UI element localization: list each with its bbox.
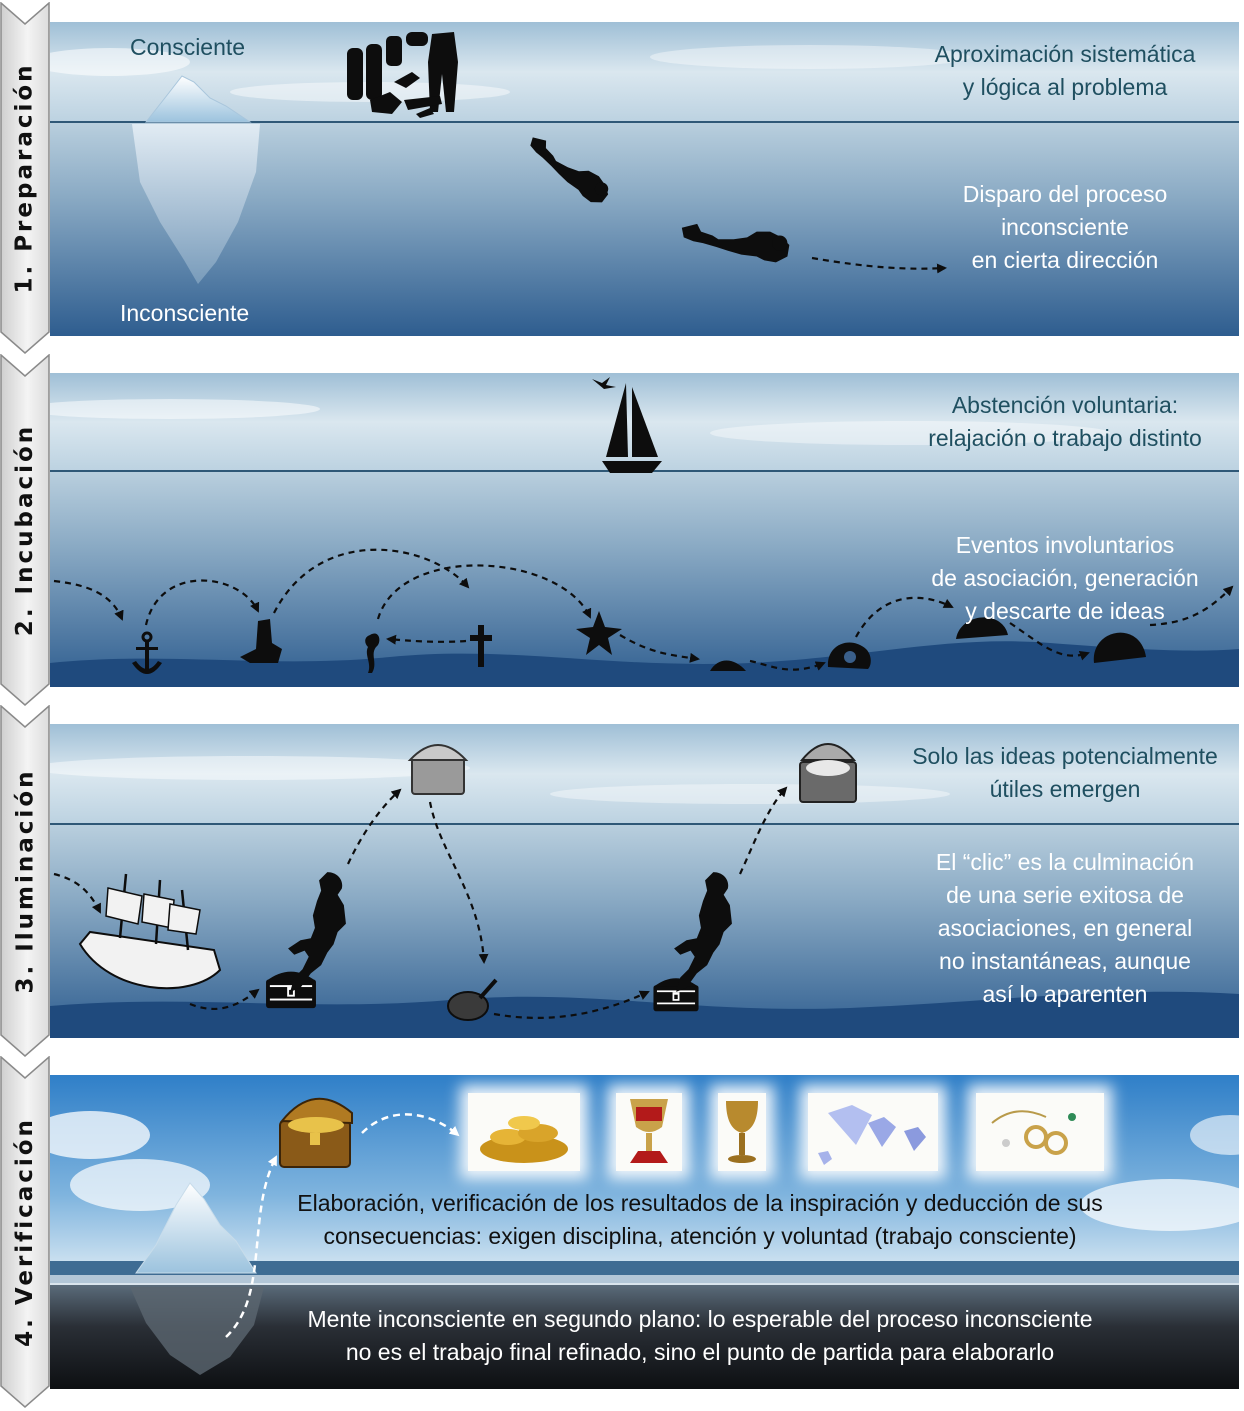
text-line: Disparo del proceso (962, 181, 1168, 207)
text-line: consecuencias: exigen disciplina, atención y voluntad (trabajo consciente) (323, 1223, 1077, 1249)
text-line: asociaciones, en general (937, 915, 1193, 941)
stage-label-4: 4. Verificación (12, 1117, 39, 1347)
jewelry-thumbnail (976, 1093, 1104, 1171)
text-line: útiles emergen (989, 776, 1141, 802)
chalice-thumbnail (616, 1093, 682, 1171)
gold-coins-icon (468, 1093, 580, 1171)
text-line: no es el trabajo final refinado, sino el punto de partida para elaborarlo (345, 1339, 1055, 1365)
text-line: Elaboración, verificación de los resultados de la inspiración y deducción de sus (297, 1190, 1103, 1216)
text-line: así lo aparenten (982, 981, 1148, 1007)
stage-label-3: 3. Iluminación (12, 768, 39, 994)
text-line: relajación o trabajo distinto (928, 425, 1202, 451)
stage-2-upper-text (890, 389, 1239, 455)
stage-panel-3 (50, 724, 1239, 1038)
unconscious-label: Inconsciente (120, 300, 250, 326)
goblet-thumbnail (718, 1093, 766, 1171)
jewelry-icon (976, 1093, 1104, 1171)
stage-1-lower-text (890, 178, 1239, 277)
text-line: Aproximación sistemática (934, 41, 1196, 67)
chalice-icon (616, 1093, 682, 1171)
text-line: Eventos involuntarios (955, 532, 1175, 558)
stage-label-1: 1. Preparación (12, 62, 38, 294)
text-line: inconsciente (1001, 214, 1129, 240)
text-line: y lógica al problema (962, 74, 1168, 100)
stage-panel-2 (50, 373, 1239, 687)
stage-4-lower-text (250, 1303, 1150, 1369)
stage-3-upper-text (890, 740, 1239, 806)
text-line: El “clic” es la culminación (935, 849, 1195, 875)
text-line: de asociación, generación (931, 565, 1199, 591)
diamonds-icon (808, 1093, 938, 1171)
treasure-chest-icon (800, 744, 856, 802)
text-line: Solo las ideas potencialmente (912, 743, 1218, 769)
text-line: no instantáneas, aunque (939, 948, 1191, 974)
conscious-label: Consciente (130, 34, 246, 60)
stage-3-lower-text (890, 846, 1239, 1011)
stage-1-upper-text (890, 38, 1239, 104)
text-line: Abstención voluntaria: (951, 392, 1179, 418)
text-line: en cierta dirección (971, 247, 1159, 273)
chest-icon (653, 978, 698, 1011)
stage-2-lower-text (890, 529, 1239, 628)
stage-label-2: 2. Incubación (12, 423, 38, 637)
treasure-chest-icon (410, 745, 466, 794)
diamonds-thumbnail (808, 1093, 938, 1171)
goblet-icon (718, 1093, 766, 1171)
text-line: Mente inconsciente en segundo plano: lo esperable del proceso inconsciente (307, 1306, 1093, 1332)
stage-panel-4 (50, 1075, 1239, 1389)
gold-coins-thumbnail (468, 1093, 580, 1171)
stage-panel-1 (50, 22, 1239, 336)
text-line: de una serie exitosa de (946, 882, 1184, 908)
text-line: y descarte de ideas (965, 598, 1165, 624)
stage-4-upper-text (250, 1187, 1150, 1253)
